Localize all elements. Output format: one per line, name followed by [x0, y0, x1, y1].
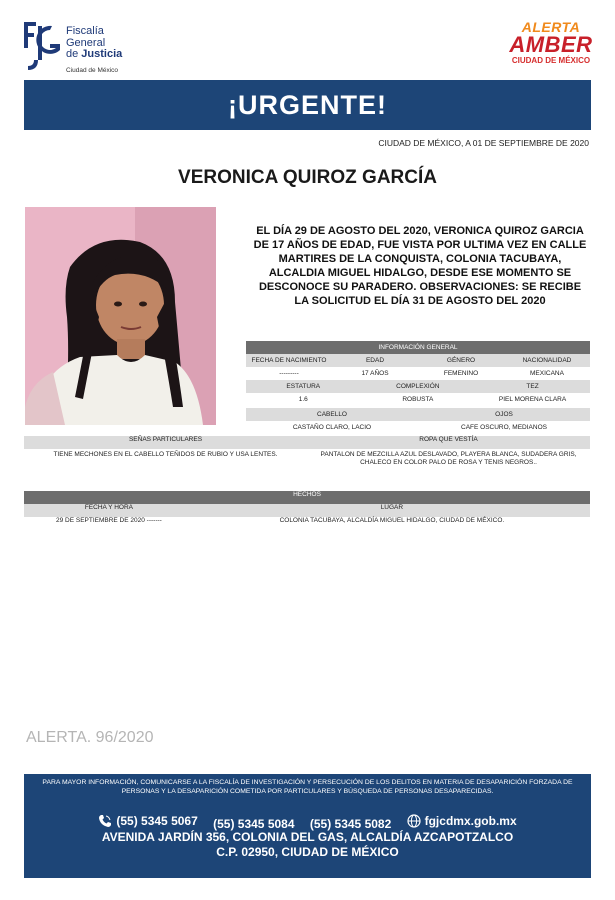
phone-3[interactable]: (55) 5345 5082 — [309, 817, 392, 831]
label-age: EDAD — [332, 354, 418, 367]
address-line-2: C.P. 02950, CIUDAD DE MÉXICO — [216, 845, 399, 859]
header — [0, 0, 615, 82]
facts-title: HECHOS — [24, 491, 590, 504]
label-date-time: FECHA Y HORA — [24, 504, 194, 517]
facts-table — [24, 491, 590, 530]
footer-address — [24, 830, 591, 860]
fgj-logo-icon — [24, 22, 64, 72]
phone-icon — [98, 814, 112, 828]
value-nationality: MEXICANA — [504, 367, 590, 380]
alert-number: ALERTA. 96/2020 — [26, 729, 154, 746]
value-clothing: PANTALON DE MEZCILLA AZUL DESLAVADO, PLAYERA BLANCA, SUDADERA GRIS, CHALECO EN COLOR PALO DE ROSA Y TENIS NEGROS.. — [307, 449, 590, 467]
value-distinguishing-marks: TIENE MECHONES EN EL CABELLO TEÑIDOS DE RUBIO Y USA LENTES. — [24, 449, 307, 467]
label-clothing: ROPA QUE VESTÍA — [307, 436, 590, 449]
contact-phones — [24, 814, 591, 831]
label-hair: CABELLO — [246, 408, 418, 421]
urgent-banner: ¡URGENTE! — [24, 80, 591, 130]
value-date-time: 29 DE SEPTIEMBRE DE 2020 ------- — [24, 517, 194, 530]
value-height: 1.6 — [246, 393, 361, 406]
org-line-1: Fiscalía — [66, 25, 104, 37]
phone-2[interactable]: (55) 5345 5084 — [213, 817, 295, 831]
general-info-table — [246, 341, 590, 380]
case-narrative: EL DÍA 29 DE AGOSTO DEL 2020, VERONICA QUIROZ GARCIA DE 17 AÑOS DE EDAD, FUE VISTA POR ULTIMA VEZ EN CALLE MARTIRES DE LA CONQUISTA, COLONIA TACUBAYA, ALCALDIA MIGUEL HIDALGO, DESDE ESE MOMENTO SE DESCONOCE SU PARADERO. OBSERVACIONES: SE RECIBE LA SOLICITUD EL DÍA 31 DE AGOSTO DEL 2020 — [253, 225, 587, 307]
value-gender: FEMENINO — [418, 367, 504, 380]
value-place: COLONIA TACUBAYA, ALCALDÍA MIGUEL HIDALGO, CIUDAD DE MÉXICO. — [194, 517, 590, 530]
label-distinguishing-marks: SEÑAS PARTICULARES — [24, 436, 307, 449]
org-line-3-prefix: de — [66, 48, 82, 60]
label-nationality: NACIONALIDAD — [504, 354, 590, 367]
value-eyes: CAFE OSCURO, MEDIANOS — [418, 421, 590, 434]
footer — [24, 774, 591, 878]
label-place: LUGAR — [194, 504, 590, 517]
amber-alert-logo — [508, 20, 594, 66]
hair-eyes-table — [246, 408, 590, 434]
amber-line-3: CIUDAD DE MÉXICO — [511, 56, 591, 65]
value-hair: CASTAÑO CLARO, LACIO — [246, 421, 418, 434]
value-build: ROBUSTA — [361, 393, 476, 406]
issue-date: CIUDAD DE MÉXICO, A 01 DE SEPTIEMBRE DE 2020 — [378, 138, 589, 148]
general-info-title: INFORMACIÓN GENERAL — [246, 341, 590, 354]
person-photo — [25, 207, 216, 425]
value-complexion: PIEL MORENA CLARA — [475, 393, 590, 406]
physical-info-table — [246, 380, 590, 406]
website-link[interactable]: fgjcdmx.gob.mx — [424, 814, 517, 828]
org-line-4: Ciudad de México — [66, 66, 119, 74]
label-eyes: OJOS — [418, 408, 590, 421]
signs-clothing-table — [24, 436, 590, 467]
globe-icon — [407, 814, 421, 828]
label-gender: GÉNERO — [418, 354, 504, 367]
value-birth-date: --------- — [246, 367, 332, 380]
amber-line-1: ALERTA — [521, 19, 581, 35]
phone-1[interactable]: (55) 5345 5067 — [116, 814, 198, 828]
label-birth-date: FECHA DE NACIMIENTO — [246, 354, 332, 367]
footer-info: PARA MAYOR INFORMACIÓN, COMUNICARSE A LA FISCALÍA DE INVESTIGACIÓN Y PERSECUCIÓN DE LOS DELITOS EN MATERIA DE DESAPARICIÓN FORZADA DE PERSONAS Y LA DESAPARICIÓN COMETIDA POR PARTICULARES Y BÚSQUEDA DE PERSONAS DESAPARECIDAS. — [42, 779, 573, 795]
value-age: 17 AÑOS — [332, 367, 418, 380]
label-complexion: TEZ — [475, 380, 590, 393]
label-build: COMPLEXIÓN — [361, 380, 476, 393]
org-line-3-strong: Justicia — [81, 48, 123, 60]
org-line-2: General — [66, 36, 106, 49]
amber-line-2: AMBER — [509, 32, 593, 57]
org-name — [66, 26, 122, 76]
address-line-1: AVENIDA JARDÍN 356, COLONIA DEL GAS, ALCALDÍA AZCAPOTZALCO — [101, 830, 514, 844]
person-name: VERONICA QUIROZ GARCÍA — [178, 167, 437, 188]
label-height: ESTATURA — [246, 380, 361, 393]
